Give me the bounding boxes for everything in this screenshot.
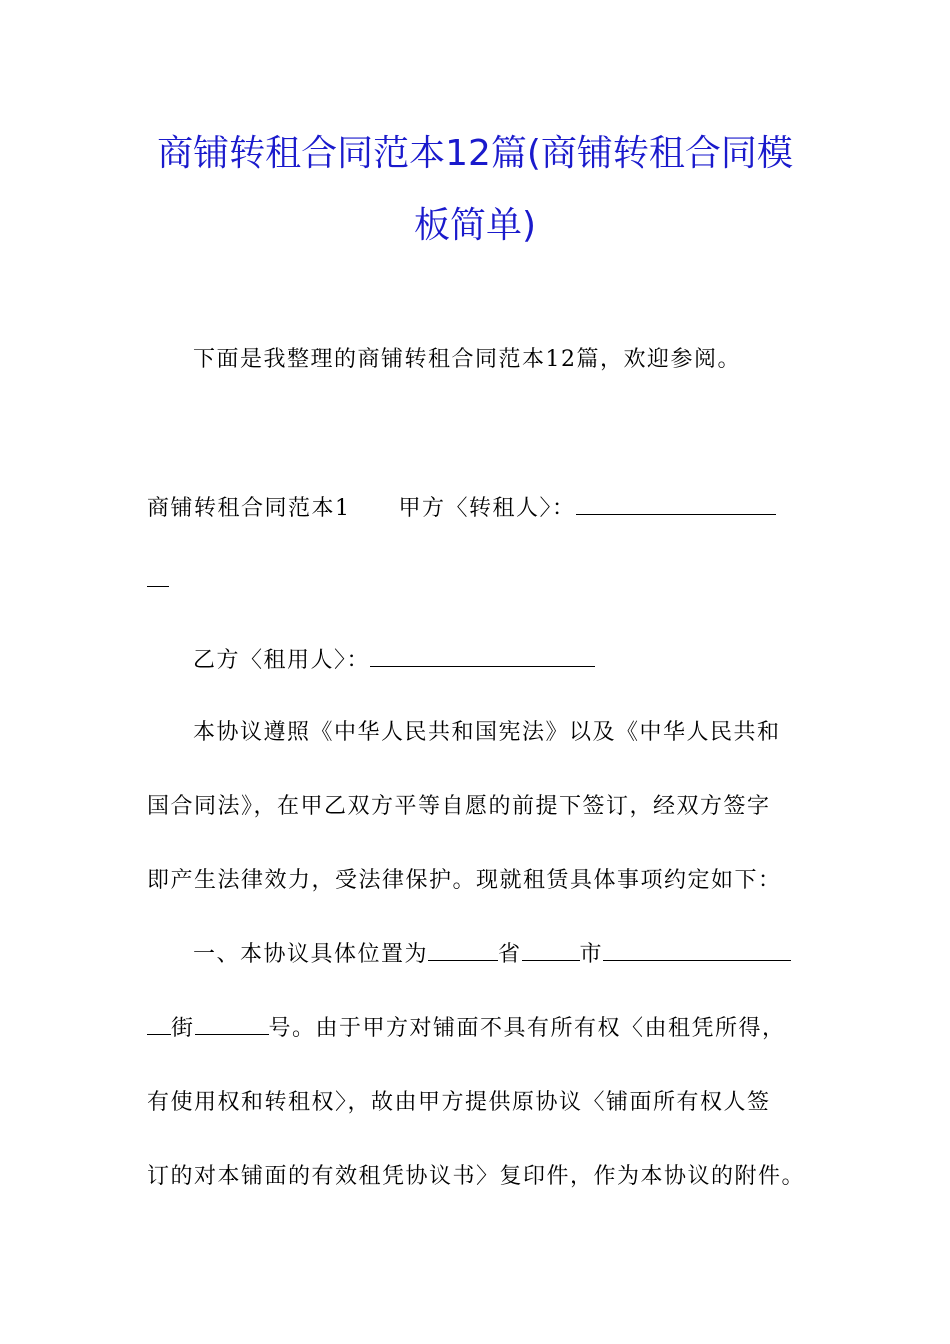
- province-blank: [428, 940, 498, 961]
- party-b-blank: [370, 646, 595, 667]
- province-label: 省: [498, 942, 522, 967]
- party-b-line: [193, 646, 807, 676]
- intro-paragraph: 下面是我整理的商铺转租合同范本12篇，欢迎参阅。: [193, 347, 741, 372]
- location-number-rest: 号。由于甲方对铺面不具有所有权〈由租凭所得，: [268, 1016, 786, 1041]
- location-line-4: 订的对本铺面的有效租凭协议书〉复印件，作为本协议的附件。: [147, 1164, 806, 1189]
- basis-line-1: 本协议遵照《中华人民共和国宪法》以及《中华人民共和: [193, 720, 781, 745]
- party-a-blank: [576, 494, 776, 515]
- district-blank: [603, 940, 791, 961]
- party-a-label: 甲方〈转租人〉：: [398, 496, 576, 521]
- basis-line-3: 即产生法律效力，受法律保护。现就租赁具体事项约定如下：: [147, 868, 782, 893]
- party-b-label: 乙方〈租用人〉：: [193, 648, 371, 673]
- document-title-line-2: 板简单): [413, 205, 537, 246]
- party-a-line: [147, 494, 807, 524]
- location-prefix: 一、本协议具体位置为: [193, 942, 429, 967]
- document-title-line-1: 商铺转租合同范本12篇(商铺转租合同模: [157, 133, 793, 174]
- party-a-blank-continued: [147, 566, 807, 596]
- location-line-1: [193, 940, 807, 970]
- location-line-2: [147, 1014, 807, 1044]
- basis-line-2: 国合同法》，在甲乙双方平等自愿的前提下签订，经双方签字: [147, 794, 771, 819]
- location-line-3: 有使用权和转租权〉，故由甲方提供原协议〈铺面所有权人签: [147, 1090, 771, 1115]
- street-number-blank: [195, 1014, 269, 1035]
- city-label: 市: [579, 942, 604, 967]
- district-blank-tail: [147, 1014, 171, 1035]
- section-heading: 商铺转租合同范本1: [147, 496, 351, 521]
- city-blank: [522, 940, 580, 961]
- party-a-blank-tail: [147, 566, 169, 587]
- street-label: 街: [171, 1016, 195, 1041]
